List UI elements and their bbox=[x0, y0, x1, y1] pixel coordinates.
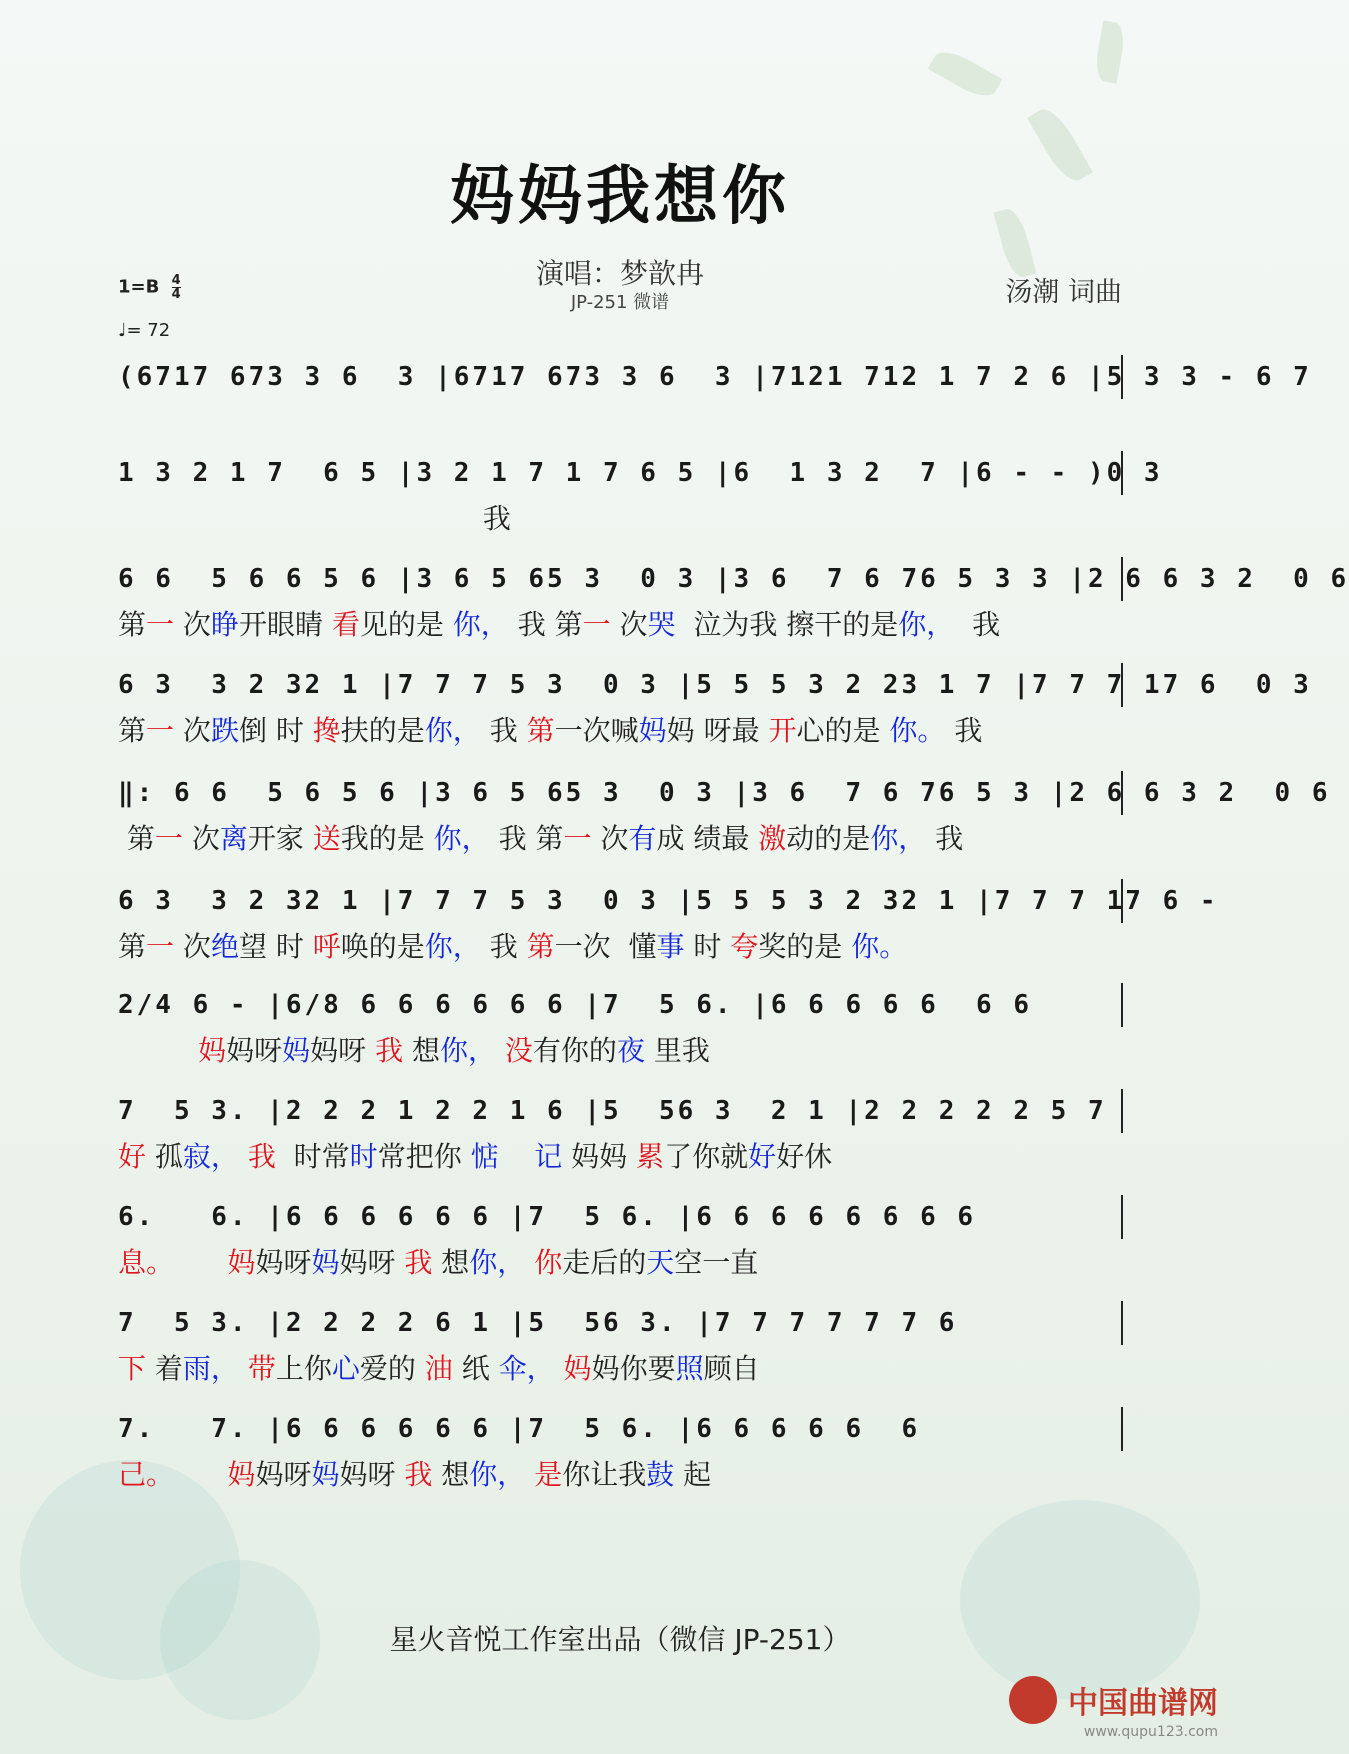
lyric-segment: 泣为我 擦干的是 bbox=[675, 608, 899, 641]
lyric-segment: 时常 bbox=[275, 1140, 350, 1173]
lyric-segment: 你， bbox=[424, 930, 481, 963]
lyric-segment: 息。 bbox=[118, 1246, 175, 1279]
lyric-segment: 是 bbox=[534, 1458, 563, 1491]
lyric-segment: 带 bbox=[247, 1352, 276, 1385]
lyric-segment: 奖的是 bbox=[758, 930, 852, 963]
lyric-segment: 扶的是 bbox=[340, 714, 425, 747]
singer-credit: 演唱：梦歆冉 bbox=[535, 257, 704, 290]
lyric-segment bbox=[496, 1034, 505, 1067]
notation-row: ‖: 6 6 5 6 5 6 |3 6 5 65 3 0 3 |3 6 7 6 76 5 3 |2 6 6 3 2 0 6 bbox=[118, 771, 1123, 815]
lyric-segment: 妈 bbox=[638, 714, 667, 747]
lyric-segment: 搀 bbox=[312, 714, 341, 747]
lyric-segment: 一次 懂 bbox=[554, 930, 657, 963]
lyrics-row bbox=[118, 1451, 1123, 1503]
lyric-segment: 第 bbox=[526, 714, 555, 747]
lyric-segment: 好休 bbox=[776, 1140, 833, 1173]
lyric-segment: 离 bbox=[219, 822, 248, 855]
score-line bbox=[118, 879, 1219, 975]
lyric-segment: 你， bbox=[469, 1246, 526, 1279]
lyric-segment: 伞， bbox=[498, 1352, 555, 1385]
tempo-marking: ♩= 72 bbox=[118, 320, 171, 341]
lyric-segment: 你， bbox=[433, 822, 490, 855]
lyric-segment: 开家 bbox=[247, 822, 313, 855]
lyric-segment bbox=[555, 1352, 564, 1385]
lyric-segment: 妈 bbox=[227, 1458, 256, 1491]
notation-row: 6 3 3 2 32 1 |7 7 7 5 3 0 3 |5 5 5 3 2 32 1 |7 7 7 17 6 - bbox=[118, 879, 1123, 923]
lyric-segment: 惦 bbox=[470, 1140, 499, 1173]
key-signature bbox=[118, 274, 181, 301]
lyrics-row bbox=[118, 923, 1123, 975]
score-line bbox=[118, 355, 1312, 451]
lyric-segment: 激 bbox=[758, 822, 787, 855]
lyric-segment: 妈 呀最 bbox=[666, 714, 769, 747]
lyric-segment: 妈呀 bbox=[255, 1246, 312, 1279]
lyric-segment: 哭 bbox=[647, 608, 676, 641]
lyric-segment: 动的是 bbox=[786, 822, 871, 855]
lyric-segment: 照 bbox=[675, 1352, 704, 1385]
notation-row: (6717 673 3 6 3 |6717 673 3 6 3 |7121 712 1 7 2 6 |5 3 3 - 6 7 bbox=[118, 355, 1123, 399]
lyric-segment bbox=[174, 1458, 227, 1491]
score-code: JP-251 微谱 bbox=[570, 292, 670, 313]
lyric-segment: 次 bbox=[174, 714, 211, 747]
lyrics-row bbox=[118, 601, 1123, 653]
lyric-segment: 妈呀 bbox=[310, 1034, 376, 1067]
lyric-segment bbox=[499, 1140, 535, 1173]
lyric-segment: 我 bbox=[480, 714, 527, 747]
lyric-segment: 你， bbox=[424, 714, 481, 747]
score-line bbox=[118, 771, 1331, 867]
score-body bbox=[118, 355, 1349, 1503]
lyric-segment: 时 bbox=[684, 930, 731, 963]
lyric-segment: 孤 bbox=[146, 1140, 183, 1173]
lyric-segment: 一 bbox=[146, 608, 175, 641]
lyric-segment: 望 时 bbox=[238, 930, 313, 963]
lyric-segment: 上你 bbox=[275, 1352, 332, 1385]
lyric-segment: 好 bbox=[748, 1140, 777, 1173]
lyric-segment: 好 bbox=[118, 1140, 147, 1173]
lyric-segment: 走后的 bbox=[562, 1246, 647, 1279]
lyric-segment: 一 bbox=[154, 822, 183, 855]
lyrics-row bbox=[118, 399, 1123, 451]
lyric-segment: 一次喊 bbox=[554, 714, 639, 747]
lyric-segment: 次 bbox=[610, 608, 648, 641]
lyric-segment: 妈呀 bbox=[339, 1458, 405, 1491]
lyric-segment: 次 bbox=[182, 822, 220, 855]
lyric-segment: 第 bbox=[118, 608, 147, 641]
lyric-segment: 绝 bbox=[210, 930, 239, 963]
time-signature bbox=[172, 274, 181, 301]
lyrics-row bbox=[118, 495, 1123, 547]
lyric-segment: 妈 bbox=[227, 1246, 256, 1279]
notation-row: 7. 7. |6 6 6 6 6 6 |7 5 6. |6 6 6 6 6 6 bbox=[118, 1407, 1123, 1451]
lyric-segment: 我 第 bbox=[508, 608, 583, 641]
lyric-segment: 有你的 bbox=[532, 1034, 617, 1067]
lyric-segment: 我 bbox=[404, 1246, 433, 1279]
lyric-segment: 妈呀 bbox=[226, 1034, 283, 1067]
lyric-segment: 爱的 bbox=[359, 1352, 425, 1385]
lyric-segment: 妈妈 bbox=[562, 1140, 637, 1173]
lyric-segment: 一 bbox=[582, 608, 611, 641]
lyric-segment: 你 bbox=[534, 1246, 563, 1279]
score-line bbox=[118, 451, 1163, 547]
lyric-segment: 我 bbox=[247, 1140, 276, 1173]
song-title: 妈妈我想你 bbox=[450, 159, 790, 234]
key-label: 1=B bbox=[118, 276, 160, 298]
lyric-segment: 着 bbox=[146, 1352, 183, 1385]
lyric-segment: 空一直 bbox=[674, 1246, 759, 1279]
lyric-segment: 开 bbox=[768, 714, 797, 747]
lyric-segment: 我 bbox=[926, 822, 964, 855]
lyric-segment: 下 bbox=[118, 1352, 147, 1385]
lyric-segment: 你， bbox=[439, 1034, 496, 1067]
lyrics-row bbox=[118, 1133, 1123, 1185]
notation-row: 2/4 6 - |6/8 6 6 6 6 6 6 |7 5 6. |6 6 6 6 6 6 6 bbox=[118, 983, 1123, 1027]
lyric-segment: 你， bbox=[452, 608, 509, 641]
lyric-segment: 见的是 bbox=[359, 608, 453, 641]
notation-row: 6. 6. |6 6 6 6 6 6 |7 5 6. |6 6 6 6 6 6 6 6 bbox=[118, 1195, 1123, 1239]
leaf-decoration bbox=[1093, 20, 1127, 83]
lyric-segment bbox=[525, 1458, 534, 1491]
lyric-segment: 睁 bbox=[210, 608, 239, 641]
lyric-segment: 次 bbox=[591, 822, 629, 855]
lyric-segment: 开眼睛 bbox=[238, 608, 332, 641]
lyric-segment: 第 bbox=[118, 822, 155, 855]
notation-row: 6 3 3 2 32 1 |7 7 7 5 3 0 3 |5 5 5 3 2 23 1 7 |7 7 7 17 6 0 3 bbox=[118, 663, 1123, 707]
lyric-segment bbox=[525, 1246, 534, 1279]
lyrics-row bbox=[118, 1027, 1123, 1079]
lyric-segment: 你， bbox=[898, 608, 955, 641]
lyric-segment: 寂， bbox=[182, 1140, 239, 1173]
lyric-segment: 累 bbox=[636, 1140, 665, 1173]
lyric-segment: 呼 bbox=[312, 930, 341, 963]
lyric-segment: 想 bbox=[432, 1246, 470, 1279]
lyric-segment: 唤的是 bbox=[340, 930, 425, 963]
logo-name: 中国曲谱网 bbox=[1068, 1686, 1218, 1721]
score-line bbox=[118, 663, 1312, 759]
lyric-segment bbox=[118, 1034, 198, 1067]
lyric-segment: 想 bbox=[432, 1458, 470, 1491]
lyric-segment: 常把你 bbox=[377, 1140, 471, 1173]
lyric-segment: 没 bbox=[504, 1034, 533, 1067]
lyric-segment: 跌 bbox=[210, 714, 239, 747]
lyric-segment: 第 bbox=[526, 930, 555, 963]
lyric-segment: 夸 bbox=[730, 930, 759, 963]
lyric-segment: 妈 bbox=[198, 1034, 227, 1067]
lyrics-row bbox=[118, 1239, 1123, 1291]
lyric-segment: 有 bbox=[628, 822, 657, 855]
lyric-segment: 次 bbox=[174, 608, 211, 641]
lyric-segment: 你让我 bbox=[562, 1458, 647, 1491]
score-line bbox=[118, 1195, 1123, 1291]
lyric-segment: 你。 bbox=[851, 930, 908, 963]
lyric-segment: 第 bbox=[118, 930, 147, 963]
lyric-segment: 我的是 bbox=[340, 822, 434, 855]
lyric-segment: 了你就 bbox=[664, 1140, 749, 1173]
lyric-segment: 妈呀 bbox=[255, 1458, 312, 1491]
lyric-segment: 我 第 bbox=[489, 822, 564, 855]
lyric-segment: 妈 bbox=[311, 1246, 340, 1279]
lyric-segment: 妈呀 bbox=[339, 1246, 405, 1279]
composer-credit: 汤潮 词曲 bbox=[1005, 277, 1122, 308]
lyric-segment: 一 bbox=[563, 822, 592, 855]
notation-row: 6 6 5 6 6 5 6 |3 6 5 65 3 0 3 |3 6 7 6 76 5 3 3 |2 6 6 3 2 0 6 bbox=[118, 557, 1123, 601]
leaf-decoration bbox=[928, 44, 1003, 103]
lyric-segment: 事 bbox=[656, 930, 685, 963]
lyric-segment: 鼓 bbox=[646, 1458, 675, 1491]
lyric-segment: 起 bbox=[674, 1458, 712, 1491]
lyric-segment: 我 bbox=[118, 502, 511, 535]
lyric-segment: 顾自 bbox=[703, 1352, 760, 1385]
score-line bbox=[118, 1089, 1123, 1185]
lyric-segment bbox=[174, 1246, 227, 1279]
lyric-segment: 你。 bbox=[889, 714, 946, 747]
time-sig-top: 4 bbox=[171, 273, 181, 288]
lyric-segment: 你， bbox=[469, 1458, 526, 1491]
score-line bbox=[118, 557, 1349, 653]
lyric-segment: 看 bbox=[331, 608, 360, 641]
lyric-segment bbox=[239, 1140, 248, 1173]
lyric-segment: 时 bbox=[349, 1140, 378, 1173]
lyrics-row bbox=[118, 1345, 1123, 1397]
lyric-segment: 倒 时 bbox=[238, 714, 313, 747]
time-sig-bottom: 4 bbox=[171, 287, 181, 302]
lyric-segment: 妈 bbox=[311, 1458, 340, 1491]
notation-row: 7 5 3. |2 2 2 2 6 1 |5 56 3. |7 7 7 7 7 7 6 bbox=[118, 1301, 1123, 1345]
lyric-segment: 一 bbox=[146, 714, 175, 747]
lyric-segment: 你， bbox=[870, 822, 927, 855]
notation-row: 1 3 2 1 7 6 5 |3 2 1 7 1 7 6 5 |6 1 3 2 7 |6 - - )0 3 bbox=[118, 451, 1123, 495]
lyric-segment: 我 bbox=[375, 1034, 404, 1067]
lyric-segment: 第 bbox=[118, 714, 147, 747]
lyric-segment: 天 bbox=[646, 1246, 675, 1279]
publisher-footer: 星火音悦工作室出品（微信 JP-251） bbox=[389, 1623, 851, 1656]
lyric-segment: 我 bbox=[480, 930, 527, 963]
lyric-segment: 妈 bbox=[282, 1034, 311, 1067]
lyric-segment bbox=[239, 1352, 248, 1385]
lyric-segment: 油 bbox=[424, 1352, 453, 1385]
lyric-segment: 纸 bbox=[452, 1352, 499, 1385]
lyric-segment: 一 bbox=[146, 930, 175, 963]
logo-icon bbox=[1009, 1676, 1057, 1724]
lyric-segment: 记 bbox=[534, 1140, 563, 1173]
lyric-segment: 夜 bbox=[616, 1034, 645, 1067]
flower-decoration bbox=[960, 1500, 1200, 1700]
lyric-segment: 妈你要 bbox=[591, 1352, 676, 1385]
lyric-segment: 成 绩最 bbox=[656, 822, 759, 855]
watermark-logo bbox=[1009, 1676, 1218, 1740]
lyric-segment: 我 bbox=[404, 1458, 433, 1491]
lyric-segment: 我 bbox=[945, 714, 983, 747]
lyric-segment: 雨， bbox=[182, 1352, 239, 1385]
lyric-segment: 心 bbox=[331, 1352, 360, 1385]
lyric-segment: 想 bbox=[403, 1034, 440, 1067]
score-line bbox=[118, 1301, 1123, 1397]
lyrics-row bbox=[118, 707, 1123, 759]
lyric-segment: 心的是 bbox=[796, 714, 890, 747]
score-line bbox=[118, 983, 1123, 1079]
lyric-segment: 送 bbox=[312, 822, 341, 855]
notation-row: 7 5 3. |2 2 2 1 2 2 1 6 |5 56 3 2 1 |2 2 2 2 2 5 7 bbox=[118, 1089, 1123, 1133]
lyric-segment: 次 bbox=[174, 930, 211, 963]
lyric-segment: 己。 bbox=[118, 1458, 175, 1491]
score-line bbox=[118, 1407, 1123, 1503]
lyric-segment: 我 bbox=[954, 608, 1001, 641]
logo-url: www.qupu123.com bbox=[1083, 1724, 1218, 1740]
lyric-segment: 里我 bbox=[644, 1034, 710, 1067]
lyric-segment: 妈 bbox=[563, 1352, 592, 1385]
lyrics-row bbox=[118, 815, 1123, 867]
